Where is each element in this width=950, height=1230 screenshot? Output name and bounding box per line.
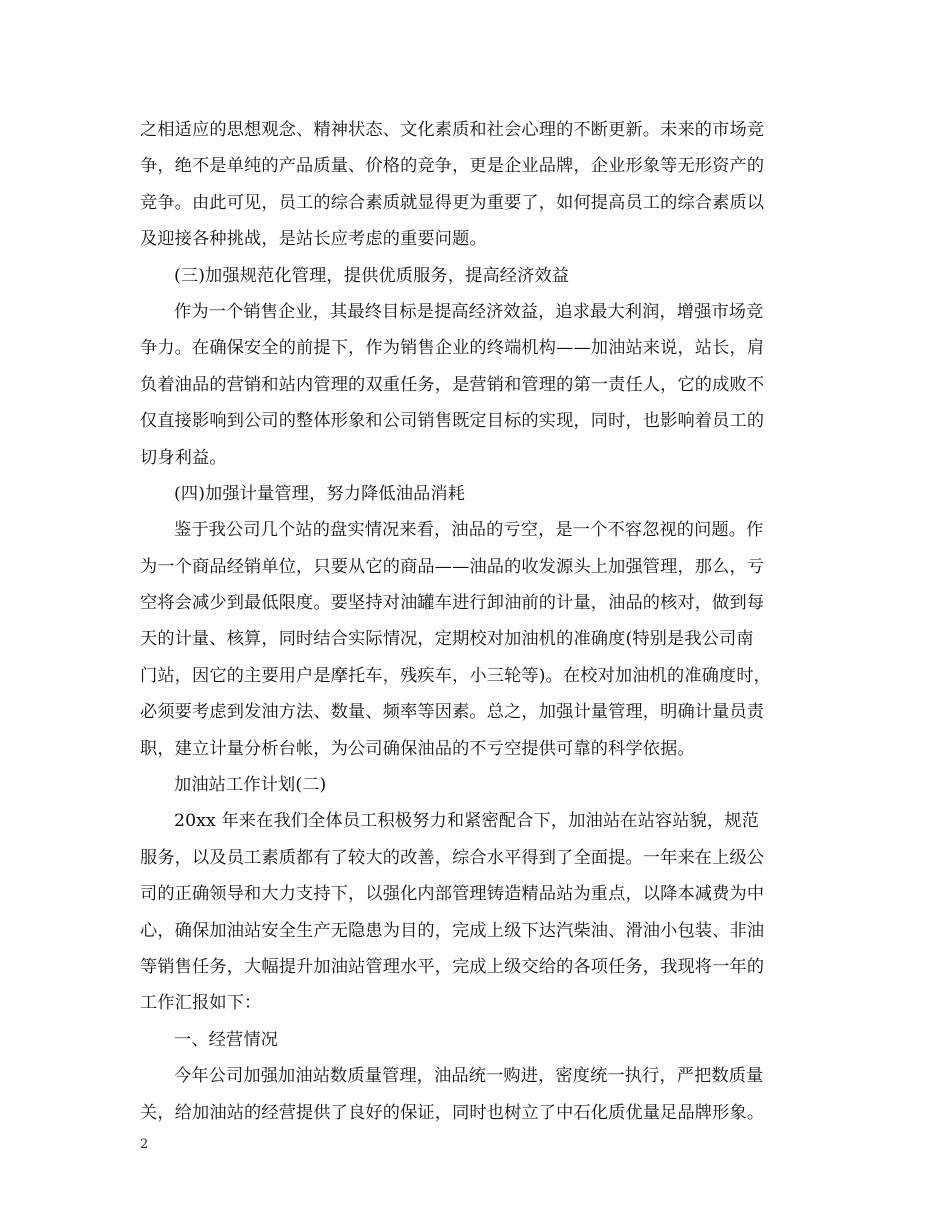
text-line: 20xx 年来在我们全体员工积极努力和紧密配合下，加油站在站容站貌，规范 — [174, 811, 759, 832]
text-line: 鉴于我公司几个站的盘实情况来看，油品的亏空，是一个不容忽视的问题。作 — [174, 520, 764, 541]
text-line: 为一个商品经销单位，只要从它的商品——油品的收发源头上加强管理，那么，亏 — [140, 556, 765, 577]
text-line: 之相适应的思想观念、精神状态、文化素质和社会心理的不断更新。未来的市场竞 — [140, 120, 765, 140]
text-line: 天的计量、核算，同时结合实际情况，定期校对加油机的准确度(特别是我公司南 — [140, 629, 754, 650]
text-line: 空将会减少到最低限度。要坚持对油罐车进行卸油前的计量，油品的核对，做到每 — [140, 593, 765, 614]
section-heading: (四)加强计量管理，努力降低油品消耗 — [174, 483, 466, 504]
text-line: 仅直接影响到公司的整体形象和公司销售既定目标的实现，同时，也影响着员工的 — [140, 411, 765, 432]
text-line: 门站，因它的主要用户是摩托车，残疾车，小三轮等)。在校对加油机的准确度时， — [140, 665, 772, 686]
text-line: 心，确保加油站安全生产无隐患为目的，完成上级下达汽柴油、滑油小包装、非油 — [140, 920, 765, 941]
text-line: 司的正确领导和大力支持下，以强化内部管理铸造精品站为重点，以降本减费为中 — [140, 884, 765, 905]
text-line: 及迎接各种挑战，是站长应考虑的重要问题。 — [140, 229, 487, 250]
text-line: 竞争。由此可见，员工的综合素质就显得更为重要了，如何提高员工的综合素质以 — [140, 192, 765, 213]
text-line: 服务，以及员工素质都有了较大的改善，综合水平得到了全面提。一年来在上级公 — [140, 847, 765, 868]
section-heading: 一、经营情况 — [174, 1029, 279, 1050]
document-body — [140, 112, 808, 1131]
section-heading: 加油站工作计划(二) — [174, 775, 327, 796]
text-line: 必须要考虑到发油方法、数量、频率等因素。总之，加强计量管理，明确计量员责 — [140, 702, 765, 723]
text-line: 作为一个销售企业，其最终目标是提高经济效益，追求最大利润，增强市场竞 — [174, 301, 764, 322]
text-line: 今年公司加强加油站数质量管理，油品统一购进，密度统一执行，严把数质量 — [174, 1066, 764, 1087]
text-line: 切身利益。 — [140, 447, 227, 468]
text-line: 负着油品的营销和站内管理的双重任务，是营销和管理的第一责任人，它的成败不 — [140, 374, 765, 395]
text-line: 争力。在确保安全的前提下，作为销售企业的终端机构——加油站来说，站长，肩 — [140, 338, 765, 359]
text-line: 争，绝不是单纯的产品质量、价格的竞争，更是企业品牌，企业形象等无形资产的 — [140, 156, 765, 177]
text-line: 职，建立计量分析台帐，为公司确保油品的不亏空提供可靠的科学依据。 — [140, 738, 695, 759]
page-number: 2 — [140, 1137, 149, 1152]
text-line: 工作汇报如下： — [140, 993, 262, 1014]
text-line: 关，给加油站的经营提供了良好的保证，同时也树立了中石化质优量足品牌形象。 — [140, 1102, 765, 1123]
section-heading: (三)加强规范化管理，提供优质服务，提高经济效益 — [174, 265, 570, 286]
text-line: 等销售任务，大幅提升加油站管理水平，完成上级交给的各项任务，我现将一年的 — [140, 956, 765, 977]
